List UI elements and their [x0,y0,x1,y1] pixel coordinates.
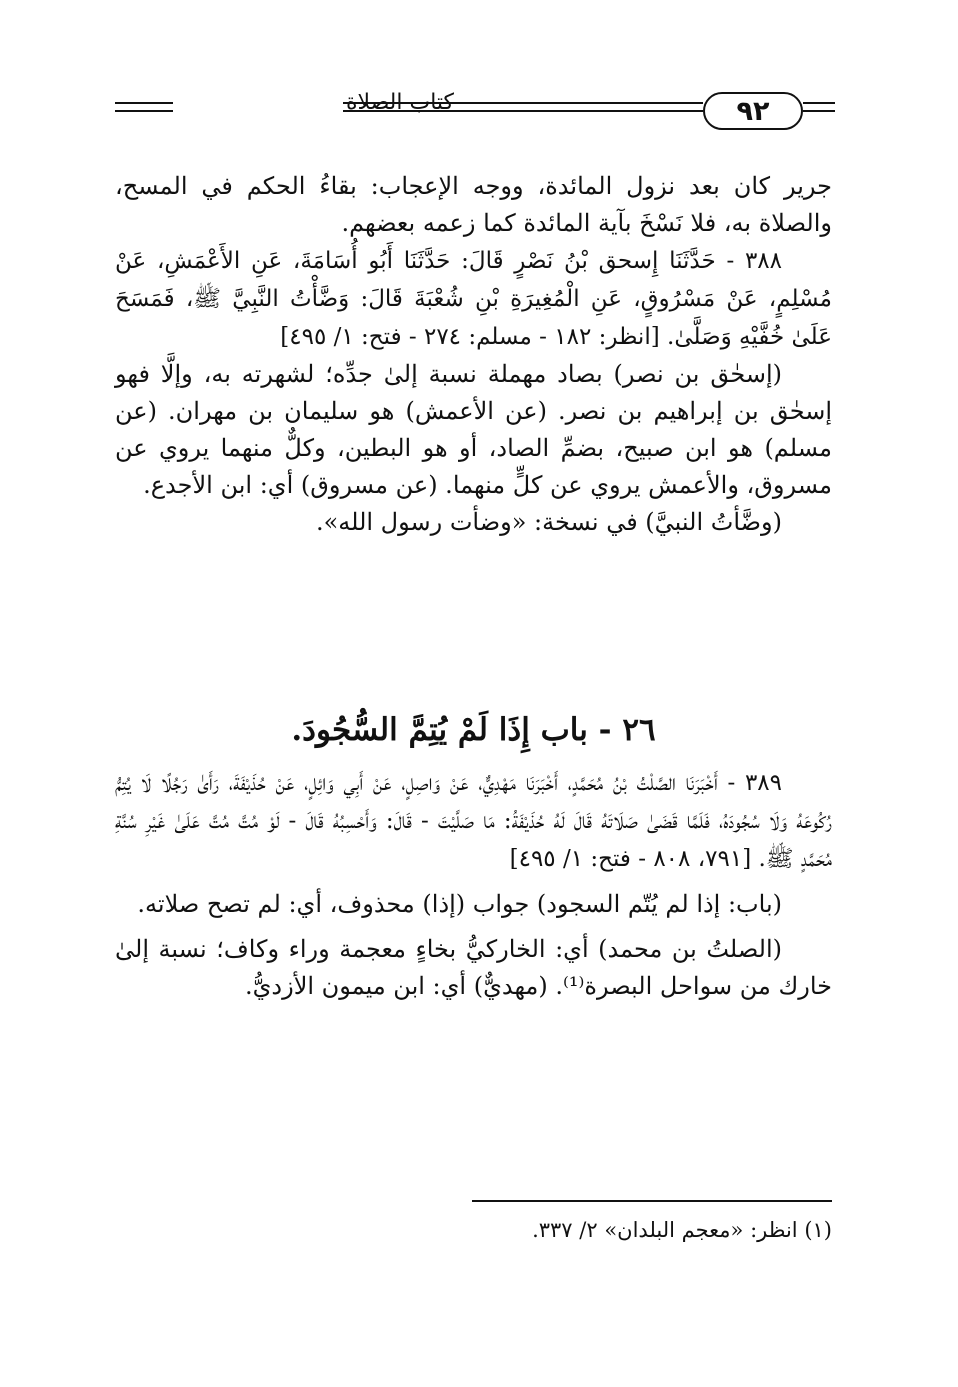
header-rule-right-top [803,102,835,104]
lower-text-block [115,764,832,1005]
header-rule-right-bottom [803,110,835,112]
header-rule-middle-top [343,102,703,104]
page-header [115,86,835,136]
running-title: كتاب الصلاة [345,90,455,115]
upper-text-block [115,168,832,541]
page-number: ٩٢ [703,92,803,130]
header-rule-middle-bottom [343,110,703,112]
footnote: (١) انظر: «معجم البلدان» ٢/ ٣٣٧. [532,1218,832,1242]
footnote-divider [472,1200,832,1202]
commentary-paragraph: (الصلتُ بن محمد) أي: الخاركيُّ بخاءٍ معجمة وراء وكاف؛ نسبة إلىٰ خارك من سواحل البصرة⁽¹⁾. (مهديٌّ) أي: ابن ميمون الأزديُّ. [115,935,832,1000]
hadith-389: ٣٨٩ - أَخْبَرَنَا الصَّلْتُ بْنُ مُحَمَّدٍ، أَخْبَرَنَا مَهْدِيٌّ، عَنْ وَاصِلٍ، عَنْ أَبِي وَائِلٍ، عَنْ حُذَيْفَةَ، رَأَىٰ رَجُلًا لَا يُتِمُّ رُكُوعَهُ وَلَا سُجُودَهُ، فَلَمَّا قَضَىٰ صَلَاتَهُ قَالَ لَهُ حُذَيْفَةُ: مَا صَلَّيْتَ - قَالَ: وَأَحْسِبُهُ قَالَ - لَوْ مُتَّ مُتَّ عَلَىٰ غَيْرِ سُنَّةِ مُحَمَّدٍ ﷺ. [٧٩١، ٨٠٨ - فتح: ١/ ٤٩٥] [115,770,832,872]
commentary-paragraph: (باب: إذا لم يُتّم السجود) جواب (إذا) محذوف، أي: لم تصح صلاته. [137,890,782,918]
hadith-388: ٣٨٨ - حَدَّثَنَا إِسحق بْنُ نَصْرٍ قَالَ: حَدَّثَنَا أَبُو أُسَامَةَ، عَنِ الأَعْمَشِ، عَنْ مُسْلِمٍ، عَنْ مَسْرُوقٍ، عَنِ الْمُغِيرَةِ بْنِ شُعْبَةَ قَالَ: وَضَّأْتُ النَّبِيَّ ﷺ، فَمَسَحَ عَلَىٰ خُفَّيْهِ وَصَلَّىٰ. [انظر: ١٨٢ - مسلم: ٢٧٤ - فتح: ١/ ٤٩٥] [115,248,832,350]
header-rule-left-bottom [115,110,173,112]
commentary-paragraph: (وضَّأتُ النبيَّ) في نسخة: «وضأت رسول الله». [315,508,782,536]
chapter-heading: ٢٦ - باب إِذَا لَمْ يُتِمَّ السُّجُودَ. [291,712,656,748]
header-rule-left-top [115,102,173,104]
commentary-paragraph: جرير كان بعد نزول المائدة، ووجه الإعجاب: بقاءُ الحكم في المسح، والصلاة به، فلا نَسْخَ بآية المائدة كما زعمه بعضهم. [115,172,832,237]
commentary-paragraph: (إسحٰق بن نصر) بصاد مهملة نسبة إلىٰ جدِّه؛ لشهرته به، وإلَّا فهو إسحٰق بن إبراهيم بن نصر. (عن الأعمش) هو سليمان بن مهران. (عن مسلم) هو ابن صبيح، بضمِّ الصاد، أو هو البطين، وكلٌّ منهما يروي عن مسروق، والأعمش يروي عن كلٍّ منهما. (عن مسروق) أي: ابن الأجدع. [115,360,832,499]
